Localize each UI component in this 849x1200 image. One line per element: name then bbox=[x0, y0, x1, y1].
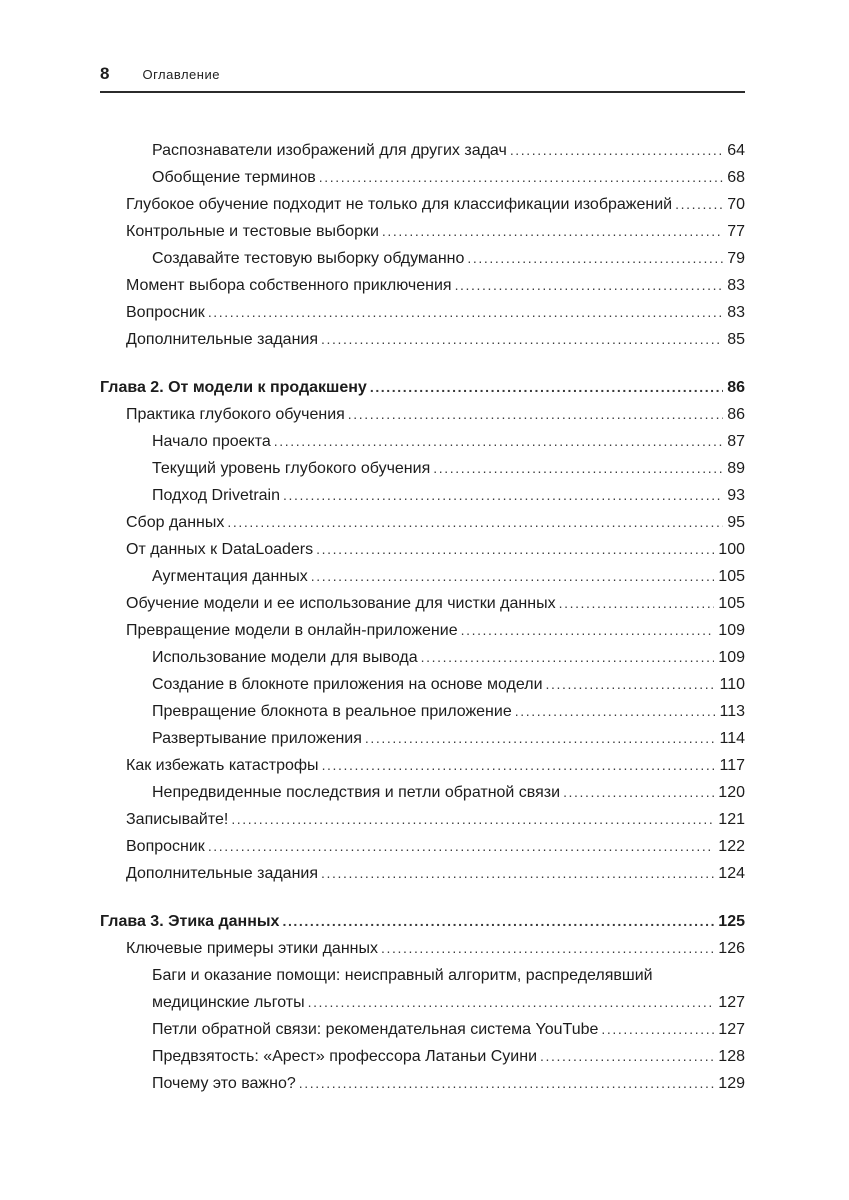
toc-entry-title: Дополнительные задания bbox=[126, 865, 319, 882]
toc-entry-title: Контрольные и тестовые выборки bbox=[126, 223, 379, 240]
toc-entry bbox=[100, 563, 745, 590]
header-rule bbox=[100, 91, 745, 93]
toc-entry-page: 87 bbox=[727, 433, 745, 450]
toc-entry bbox=[100, 536, 745, 563]
toc-entry bbox=[100, 299, 745, 326]
toc-entry-title: Записывайте! bbox=[126, 811, 229, 828]
toc-entry-page: 121 bbox=[718, 811, 745, 828]
dot-leader bbox=[510, 137, 723, 164]
toc-entry bbox=[100, 935, 745, 962]
toc-entry bbox=[100, 326, 745, 353]
dot-leader bbox=[546, 671, 716, 698]
dot-leader bbox=[675, 191, 723, 218]
toc-entry-title: От данных к DataLoaders bbox=[126, 541, 314, 558]
dot-leader bbox=[322, 752, 716, 779]
dot-leader bbox=[559, 590, 715, 617]
dot-leader bbox=[227, 509, 723, 536]
toc-entry-title: Дополнительные задания bbox=[126, 331, 319, 348]
toc-entry bbox=[100, 374, 745, 401]
toc-entry-title: Почему это важно? bbox=[152, 1075, 296, 1092]
toc-entry-title: Сбор данных bbox=[126, 514, 225, 531]
dot-leader bbox=[282, 908, 714, 935]
toc-entry bbox=[100, 191, 745, 218]
toc-entry bbox=[100, 752, 745, 779]
dot-leader bbox=[540, 1043, 714, 1070]
toc-entry bbox=[100, 482, 745, 509]
dot-leader bbox=[208, 833, 714, 860]
toc-entry-title: Превращение блокнота в реальное приложение bbox=[152, 703, 512, 720]
toc-entry bbox=[100, 1043, 745, 1070]
toc-entry bbox=[100, 1070, 745, 1097]
toc-entry-title: Ключевые примеры этики данных bbox=[126, 940, 378, 957]
toc-entry-row bbox=[126, 935, 745, 962]
toc-entry bbox=[100, 245, 745, 272]
toc-entry-title: Аугментация данных bbox=[152, 568, 308, 585]
toc-entry-title: Глубокое обучение подходит не только для классификации изображений bbox=[126, 196, 673, 213]
toc-entry-page: 129 bbox=[718, 1075, 745, 1092]
toc-entry-row bbox=[126, 401, 745, 428]
toc-entry-page: 109 bbox=[718, 649, 745, 666]
toc-entry-page: 113 bbox=[719, 703, 745, 720]
toc-entry-row bbox=[126, 299, 745, 326]
toc-entry-page: 77 bbox=[727, 223, 745, 240]
toc-entry bbox=[100, 806, 745, 833]
toc-entry-row bbox=[152, 482, 745, 509]
dot-leader bbox=[319, 164, 723, 191]
toc-entry bbox=[100, 908, 745, 935]
toc-entry-row bbox=[100, 374, 745, 401]
toc-entry bbox=[100, 644, 745, 671]
toc-entry bbox=[100, 1016, 745, 1043]
running-title: Оглавление bbox=[142, 67, 220, 82]
toc-entry-page: 120 bbox=[718, 784, 745, 801]
toc-entry-row bbox=[152, 1043, 745, 1070]
toc-entry bbox=[100, 428, 745, 455]
toc-list bbox=[100, 137, 745, 1097]
dot-leader bbox=[382, 218, 723, 245]
dot-leader bbox=[316, 536, 714, 563]
dot-leader bbox=[311, 563, 715, 590]
toc-entry bbox=[100, 962, 745, 1016]
toc-entry-title: Использование модели для вывода bbox=[152, 649, 418, 666]
toc-entry-page: 117 bbox=[719, 757, 745, 774]
toc-entry-row bbox=[152, 245, 745, 272]
toc-entry-page: 70 bbox=[727, 196, 745, 213]
toc-entry-page: 110 bbox=[719, 676, 745, 693]
toc-entry-row bbox=[152, 671, 745, 698]
dot-leader bbox=[421, 644, 715, 671]
toc-entry-title: Вопросник bbox=[126, 304, 205, 321]
toc-entry-row bbox=[126, 509, 745, 536]
toc-entry-page: 105 bbox=[718, 595, 745, 612]
toc-entry-title: Начало проекта bbox=[152, 433, 271, 450]
toc-entry-row bbox=[126, 590, 745, 617]
dot-leader bbox=[231, 806, 714, 833]
toc-entry-title: Создание в блокноте приложения на основе модели bbox=[152, 676, 543, 693]
toc-entry-page: 83 bbox=[727, 277, 745, 294]
toc-entry-row bbox=[152, 137, 745, 164]
toc-entry-title: Обобщение терминов bbox=[152, 169, 316, 186]
dot-leader bbox=[208, 299, 723, 326]
toc-entry-title: Глава 3. Этика данных bbox=[100, 913, 280, 930]
dot-leader bbox=[455, 272, 724, 299]
dot-leader bbox=[274, 428, 723, 455]
toc-entry-page: 122 bbox=[718, 838, 745, 855]
toc-entry-page: 100 bbox=[718, 541, 745, 558]
dot-leader bbox=[563, 779, 714, 806]
toc-entry-page: 93 bbox=[727, 487, 745, 504]
toc-entry-title: Момент выбора собственного приключения bbox=[126, 277, 452, 294]
toc-entry-row bbox=[152, 455, 745, 482]
toc-entry-title: Развертывание приложения bbox=[152, 730, 362, 747]
toc-entry-row bbox=[152, 725, 745, 752]
toc-entry bbox=[100, 218, 745, 245]
toc-entry-title: Превращение модели в онлайн-приложение bbox=[126, 622, 458, 639]
toc-entry-row bbox=[152, 428, 745, 455]
page-header bbox=[100, 64, 745, 84]
dot-leader bbox=[283, 482, 723, 509]
toc-entry-title: Подход Drivetrain bbox=[152, 487, 280, 504]
toc-entry-page: 83 bbox=[727, 304, 745, 321]
toc-entry-page: 95 bbox=[727, 514, 745, 531]
dot-leader bbox=[348, 401, 723, 428]
toc-entry-title: Вопросник bbox=[126, 838, 205, 855]
toc-entry-row bbox=[126, 617, 745, 644]
dot-leader bbox=[381, 935, 714, 962]
dot-leader bbox=[515, 698, 716, 725]
toc-entry-row bbox=[126, 191, 745, 218]
toc-entry-page: 105 bbox=[718, 568, 745, 585]
toc-entry-page: 86 bbox=[727, 406, 745, 423]
dot-leader bbox=[308, 989, 715, 1016]
toc-entry-page: 128 bbox=[718, 1048, 745, 1065]
toc-entry bbox=[100, 725, 745, 752]
toc-entry bbox=[100, 137, 745, 164]
toc-entry-page: 85 bbox=[727, 331, 745, 348]
running-page-number: 8 bbox=[100, 64, 110, 83]
toc-entry-page: 79 bbox=[727, 250, 745, 267]
toc-entry-title: Предвзятость: «Арест» профессора Латаньи Суини bbox=[152, 1048, 537, 1065]
toc-entry-title: медицинские льготы bbox=[152, 994, 305, 1011]
toc-entry bbox=[100, 401, 745, 428]
toc-entry-title: Глава 2. От модели к продакшену bbox=[100, 379, 367, 396]
toc-entry-title: Петли обратной связи: рекомендательная система YouTube bbox=[152, 1021, 599, 1038]
toc-entry-row bbox=[126, 536, 745, 563]
toc-entry-row bbox=[152, 779, 745, 806]
toc-entry-row bbox=[152, 1070, 745, 1097]
toc-entry-page: 86 bbox=[727, 379, 745, 396]
toc-entry bbox=[100, 617, 745, 644]
dot-leader bbox=[370, 374, 723, 401]
toc-entry-page: 124 bbox=[718, 865, 745, 882]
toc-entry-row bbox=[152, 989, 745, 1016]
toc-entry-row bbox=[126, 218, 745, 245]
toc-entry-title: Как избежать катастрофы bbox=[126, 757, 319, 774]
dot-leader bbox=[321, 860, 714, 887]
toc-entry-row bbox=[100, 908, 745, 935]
toc-entry-page: 126 bbox=[718, 940, 745, 957]
toc-entry-row bbox=[152, 698, 745, 725]
toc-entry-page: 127 bbox=[718, 1021, 745, 1038]
toc-entry-line1: Баги и оказание помощи: неисправный алгоритм, распределявший bbox=[152, 967, 653, 984]
toc-entry bbox=[100, 509, 745, 536]
toc-entry-row bbox=[152, 1016, 745, 1043]
toc-entry-row bbox=[126, 806, 745, 833]
toc-entry-row bbox=[152, 644, 745, 671]
toc-entry-row bbox=[126, 326, 745, 353]
toc-entry-row bbox=[126, 272, 745, 299]
toc-entry-title: Практика глубокого обучения bbox=[126, 406, 345, 423]
dot-leader bbox=[461, 617, 715, 644]
toc-entry-row bbox=[152, 563, 745, 590]
dot-leader bbox=[321, 326, 723, 353]
toc-entry-page: 127 bbox=[718, 994, 745, 1011]
dot-leader bbox=[601, 1016, 714, 1043]
toc-entry-title: Распознаватели изображений для других задач bbox=[152, 142, 507, 159]
toc-entry-page: 68 bbox=[727, 169, 745, 186]
toc-entry-page: 114 bbox=[719, 730, 745, 747]
toc-entry bbox=[100, 833, 745, 860]
dot-leader bbox=[299, 1070, 715, 1097]
toc-entry-page: 109 bbox=[718, 622, 745, 639]
dot-leader bbox=[433, 455, 723, 482]
toc-entry-title: Обучение модели и ее использование для чистки данных bbox=[126, 595, 556, 612]
toc-entry bbox=[100, 779, 745, 806]
toc-entry-row bbox=[126, 752, 745, 779]
toc-entry bbox=[100, 590, 745, 617]
toc-entry-title: Создавайте тестовую выборку обдуманно bbox=[152, 250, 465, 267]
toc-entry-title: Непредвиденные последствия и петли обратной связи bbox=[152, 784, 561, 801]
toc-entry bbox=[100, 860, 745, 887]
dot-leader bbox=[467, 245, 723, 272]
toc-entry-row bbox=[126, 833, 745, 860]
toc-entry-page: 89 bbox=[727, 460, 745, 477]
toc-entry bbox=[100, 455, 745, 482]
dot-leader bbox=[365, 725, 716, 752]
toc-entry bbox=[100, 164, 745, 191]
toc-entry-row bbox=[152, 164, 745, 191]
toc-entry-title: Текущий уровень глубокого обучения bbox=[152, 460, 431, 477]
toc-entry-page: 64 bbox=[727, 142, 745, 159]
toc-entry bbox=[100, 671, 745, 698]
toc-entry bbox=[100, 698, 745, 725]
toc-entry bbox=[100, 272, 745, 299]
toc-entry-row bbox=[126, 860, 745, 887]
toc-entry-page: 125 bbox=[718, 913, 745, 930]
